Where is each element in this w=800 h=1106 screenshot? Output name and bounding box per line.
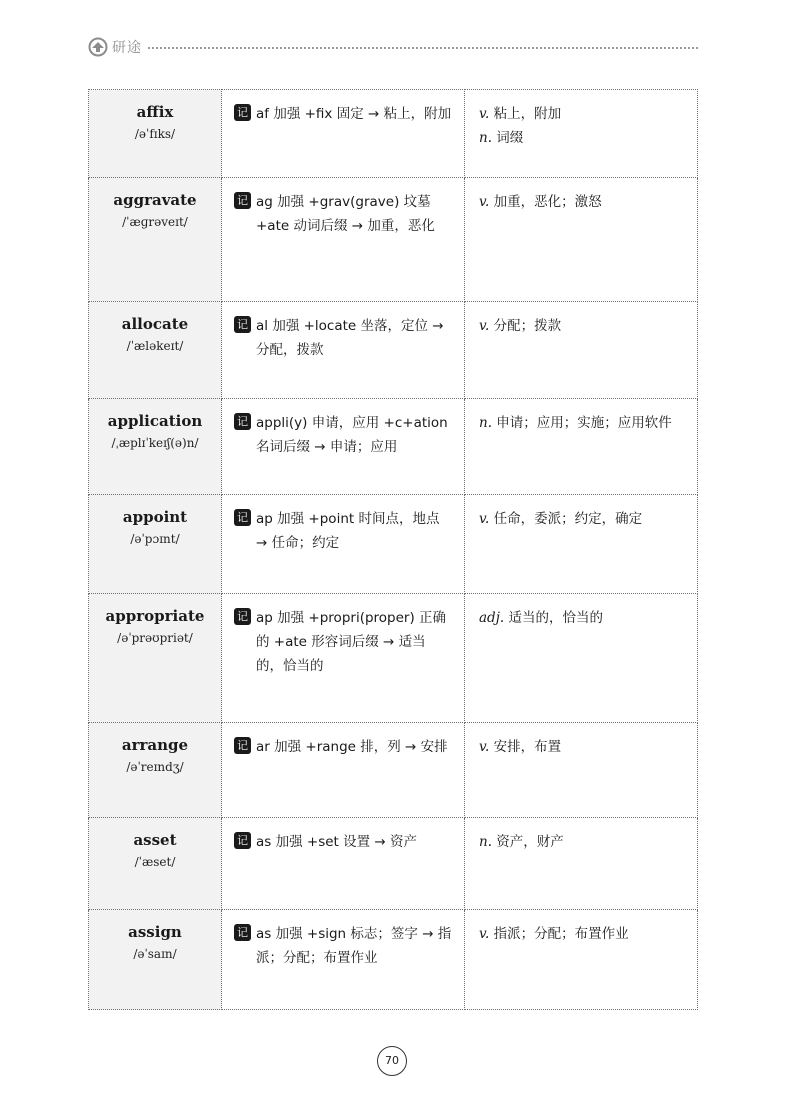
memory-tip-cell	[222, 910, 465, 1010]
memory-tip: ar 加强 +range 排，列 → 安排	[256, 739, 448, 755]
table-row	[89, 910, 698, 1010]
memory-tip: appli(y) 申请，应用 +c+ation 名词后缀 → 申请；应用	[256, 415, 448, 455]
phonetic: /əˈsaɪn/	[133, 947, 177, 961]
publisher-logo	[88, 36, 142, 58]
headword: assign	[128, 923, 182, 941]
definition-line	[479, 735, 685, 759]
word-cell	[89, 178, 222, 302]
phonetic: /ˈæset/	[134, 855, 176, 869]
part-of-speech: v.	[479, 511, 490, 527]
phonetic: /ˌæplɪˈkeɪʃ(ə)n/	[111, 436, 199, 450]
table-row	[89, 723, 698, 818]
memo-icon: 记	[234, 737, 251, 754]
meaning: 分配；拨款	[493, 318, 562, 334]
definition-line	[479, 922, 685, 946]
definition-cell	[465, 178, 698, 302]
part-of-speech: v.	[479, 739, 490, 755]
meaning: 资产，财产	[496, 834, 564, 850]
definition-cell	[465, 818, 698, 910]
table-row	[89, 495, 698, 594]
phonetic: /əˈreɪndʒ/	[126, 760, 184, 774]
word-cell	[89, 90, 222, 178]
definition-line	[479, 102, 685, 126]
memo-icon: 记	[234, 924, 251, 941]
definition-cell	[465, 302, 698, 399]
headword: allocate	[121, 315, 189, 333]
memo-icon: 记	[234, 832, 251, 849]
phonetic: /ˈæləkeɪt/	[126, 339, 184, 353]
definition-cell	[465, 399, 698, 495]
logo-text: 研途	[112, 40, 142, 56]
word-cell	[89, 723, 222, 818]
page-number: 70	[377, 1046, 407, 1076]
memo-icon: 记	[234, 192, 251, 209]
definition-line	[479, 411, 685, 435]
memo-icon: 记	[234, 104, 251, 121]
memory-tip-cell	[222, 178, 465, 302]
word-cell	[89, 818, 222, 910]
definition-cell	[465, 495, 698, 594]
table-row	[89, 399, 698, 495]
memory-tip: ap 加强 +propri(proper) 正确的 +ate 形容词后缀 → 适当的，恰当的	[256, 610, 447, 674]
memory-tip-cell	[222, 594, 465, 723]
part-of-speech: v.	[479, 194, 490, 210]
memo-icon: 记	[234, 413, 251, 430]
part-of-speech: adj.	[479, 610, 505, 626]
definition-line	[479, 190, 685, 214]
memory-tip-cell	[222, 818, 465, 910]
word-cell	[89, 495, 222, 594]
table-row	[89, 594, 698, 723]
memory-tip-cell	[222, 723, 465, 818]
headword: appoint	[122, 508, 188, 526]
memory-tip: al 加强 +locate 坐落，定位 → 分配，拨款	[256, 318, 444, 358]
meaning: 粘上，附加	[493, 106, 562, 122]
definition-line	[479, 126, 685, 150]
word-cell	[89, 910, 222, 1010]
table-row	[89, 178, 698, 302]
memory-tip-cell	[222, 90, 465, 178]
word-cell	[89, 302, 222, 399]
memo-icon: 记	[234, 608, 251, 625]
phonetic: /əˈfɪks/	[134, 127, 176, 141]
headword: asset	[133, 831, 177, 849]
definition-cell	[465, 910, 698, 1010]
definition-cell	[465, 90, 698, 178]
part-of-speech: v.	[479, 106, 490, 122]
definition-line	[479, 507, 685, 531]
headword: aggravate	[113, 191, 197, 209]
definition-line	[479, 606, 685, 630]
memo-icon: 记	[234, 316, 251, 333]
word-cell	[89, 594, 222, 723]
definition-cell	[465, 594, 698, 723]
logo-icon	[88, 37, 108, 57]
page-header	[88, 36, 698, 58]
memory-tip: ag 加强 +grav(grave) 坟墓 +ate 动词后缀 → 加重，恶化	[256, 194, 435, 234]
meaning: 词缀	[496, 130, 524, 146]
table-row	[89, 818, 698, 910]
part-of-speech: n.	[479, 834, 492, 850]
memory-tip: ap 加强 +point 时间点，地点 → 任命；约定	[256, 511, 440, 551]
memory-tip: af 加强 +fix 固定 → 粘上，附加	[256, 106, 452, 122]
definition-cell	[465, 723, 698, 818]
headword: affix	[136, 103, 174, 121]
memo-icon: 记	[234, 509, 251, 526]
part-of-speech: v.	[479, 926, 490, 942]
memory-tip: as 加强 +set 设置 → 资产	[256, 834, 418, 850]
definition-line	[479, 314, 685, 338]
meaning: 适当的，恰当的	[508, 610, 603, 626]
table-row	[89, 302, 698, 399]
vocabulary-table	[88, 89, 698, 1010]
phonetic: /əˈpɔɪnt/	[130, 532, 180, 546]
memory-tip: as 加强 +sign 标志；签字 → 指派；分配；布置作业	[256, 926, 452, 966]
phonetic: /əˈprəʊpriət/	[117, 631, 193, 645]
definition-line	[479, 830, 685, 854]
headword: application	[107, 412, 203, 430]
word-cell	[89, 399, 222, 495]
headword: arrange	[121, 736, 189, 754]
meaning: 任命，委派；约定，确定	[493, 511, 643, 527]
part-of-speech: n.	[479, 415, 492, 431]
part-of-speech: n.	[479, 130, 492, 146]
memory-tip-cell	[222, 399, 465, 495]
meaning: 加重，恶化；激怒	[493, 194, 602, 210]
headword: appropriate	[105, 607, 205, 625]
meaning: 申请；应用；实施；应用软件	[496, 415, 672, 431]
header-divider	[148, 47, 698, 49]
memory-tip-cell	[222, 495, 465, 594]
meaning: 指派；分配；布置作业	[493, 926, 629, 942]
memory-tip-cell	[222, 302, 465, 399]
phonetic: /ˈæɡrəveɪt/	[122, 215, 188, 229]
part-of-speech: v.	[479, 318, 490, 334]
table-row	[89, 90, 698, 178]
meaning: 安排，布置	[493, 739, 562, 755]
